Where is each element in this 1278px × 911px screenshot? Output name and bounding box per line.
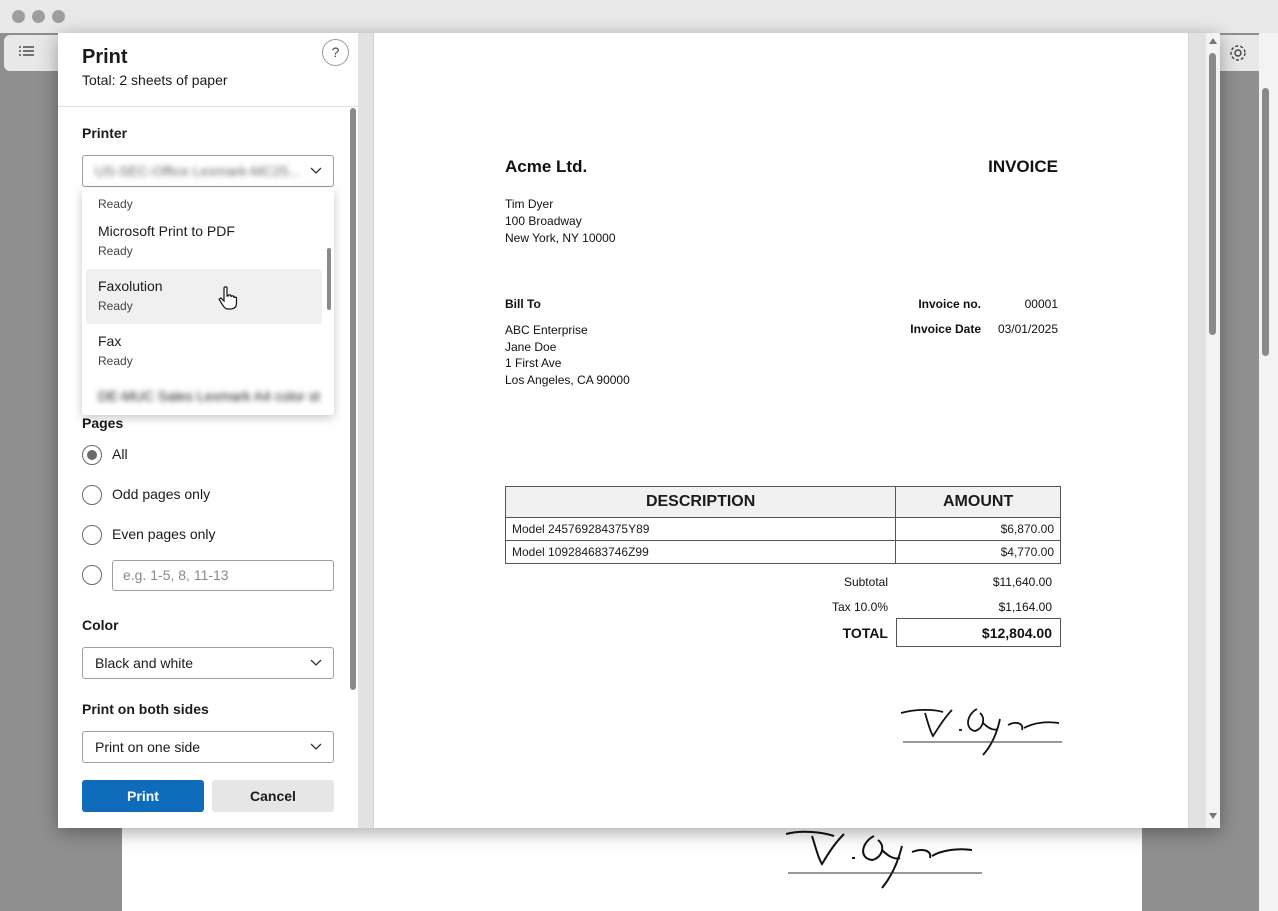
chevron-down-icon (309, 165, 323, 175)
printer-option-2[interactable] (86, 214, 322, 269)
duplex-select[interactable] (82, 731, 334, 763)
printer-option-name: Faxolution (98, 278, 163, 294)
window-titlebar (0, 0, 1278, 33)
item-description: Model 109284683746Z99 (506, 541, 896, 564)
custom-pages-input[interactable]: e.g. 1-5, 8, 11-13 (112, 560, 334, 591)
sender-line: 100 Broadway (505, 214, 582, 228)
print-preview (358, 33, 1220, 828)
printer-label: Printer (82, 125, 128, 141)
printer-selected-value: US-SEC-Office Lexmark-MC25... (95, 163, 301, 179)
sender-address (505, 196, 616, 247)
dialog-title: Print (82, 46, 128, 68)
scroll-up-arrow-icon[interactable] (1209, 38, 1217, 44)
hand-pointer-icon (218, 285, 238, 311)
radio-custom[interactable] (82, 565, 102, 585)
chevron-down-icon (309, 657, 323, 667)
item-description: Model 245769284375Y89 (506, 518, 896, 541)
cancel-button[interactable]: Cancel (212, 780, 334, 812)
dialog-subtitle: Total: 2 sheets of paper (82, 72, 228, 88)
help-button[interactable]: ? (322, 39, 349, 66)
total-label: TOTAL (842, 625, 888, 641)
invoice-date-label: Invoice Date (910, 322, 981, 336)
dropdown-scrollbar-thumb[interactable] (327, 248, 331, 310)
bill-to-line: Los Angeles, CA 90000 (505, 372, 630, 387)
background-document-page (122, 828, 1142, 911)
printer-select[interactable] (82, 155, 334, 187)
radio-odd[interactable] (82, 485, 102, 505)
invoice-no-label: Invoice no. (918, 297, 981, 311)
bill-to-line: ABC Enterprise (505, 323, 588, 337)
print-button[interactable]: Print (82, 780, 204, 812)
radio-odd-label: Odd pages only (112, 486, 211, 502)
invoice-date-value: 03/01/2025 (997, 322, 1058, 336)
bill-to-address (505, 322, 630, 388)
printer-option-status: Ready (98, 197, 133, 211)
radio-even[interactable] (82, 525, 102, 545)
printer-option-name: DE-MUC Sales Lexmark A4 color st (98, 388, 320, 404)
radio-all-label: All (112, 446, 128, 462)
bill-to-label: Bill To (505, 297, 541, 311)
bill-to-line: 1 First Ave (505, 356, 562, 370)
tax-value: $1,164.00 (998, 600, 1052, 614)
printer-option-status: Ready (98, 244, 133, 258)
preview-page (373, 33, 1189, 828)
tax-label: Tax 10.0% (831, 600, 888, 614)
table-row (506, 518, 1061, 541)
background-signature-image (782, 828, 982, 890)
radio-even-label: Even pages only (112, 526, 216, 542)
preview-scrollbar-thumb[interactable] (1209, 53, 1216, 335)
printer-option-status: Ready (98, 354, 133, 368)
viewer-scrollbar-thumb[interactable] (1262, 88, 1269, 356)
invoice-no-value: 00001 (1024, 297, 1058, 311)
dialog-footer (58, 768, 358, 828)
printer-option-name: Fax (98, 333, 122, 349)
bill-to-line: Jane Doe (505, 339, 557, 354)
chevron-down-icon (309, 741, 323, 751)
line-items-table (505, 486, 1061, 564)
printer-option-status: Ready (98, 299, 133, 313)
printer-option-5[interactable] (86, 379, 322, 415)
printer-option-3[interactable] (86, 269, 322, 324)
total-value: $12,804.00 (981, 625, 1052, 641)
gear-icon[interactable] (1228, 43, 1248, 63)
printer-option-name: Microsoft Print to PDF (98, 223, 235, 239)
table-row (506, 541, 1061, 564)
radio-selected-dot (87, 450, 97, 460)
subtotal-label: Subtotal (843, 575, 888, 589)
item-amount: $6,870.00 (896, 518, 1061, 541)
maximize-window-dot[interactable] (52, 10, 65, 23)
printer-option-4[interactable] (86, 324, 322, 379)
settings-scrollbar-thumb[interactable] (350, 108, 356, 690)
list-icon[interactable] (18, 44, 36, 60)
viewer-toolbar-right (1220, 35, 1260, 71)
column-header: DESCRIPTION (506, 487, 896, 518)
radio-all[interactable] (82, 445, 102, 465)
column-header: AMOUNT (896, 487, 1061, 518)
company-name: Acme Ltd. (505, 157, 588, 176)
header-divider (58, 106, 358, 107)
duplex-label: Print on both sides (82, 701, 209, 717)
printer-dropdown-list (82, 188, 334, 415)
viewer-toolbar (4, 35, 58, 71)
signature-image (899, 703, 1064, 759)
duplex-selected-value: Print on one side (95, 739, 201, 755)
sender-line: Tim Dyer (505, 197, 554, 211)
invoice-title: INVOICE (988, 157, 1058, 176)
scroll-down-arrow-icon[interactable] (1209, 813, 1217, 819)
color-select[interactable] (82, 647, 334, 679)
print-dialog (58, 33, 1220, 828)
close-window-dot[interactable] (12, 10, 25, 23)
table-header-row (506, 487, 1061, 518)
print-settings-panel (58, 33, 358, 828)
item-amount: $4,770.00 (896, 541, 1061, 564)
color-selected-value: Black and white (95, 655, 194, 671)
color-label: Color (82, 617, 119, 633)
pages-label: Pages (82, 415, 124, 431)
subtotal-value: $11,640.00 (992, 575, 1052, 589)
minimize-window-dot[interactable] (32, 10, 45, 23)
sender-line: New York, NY 10000 (505, 231, 616, 245)
